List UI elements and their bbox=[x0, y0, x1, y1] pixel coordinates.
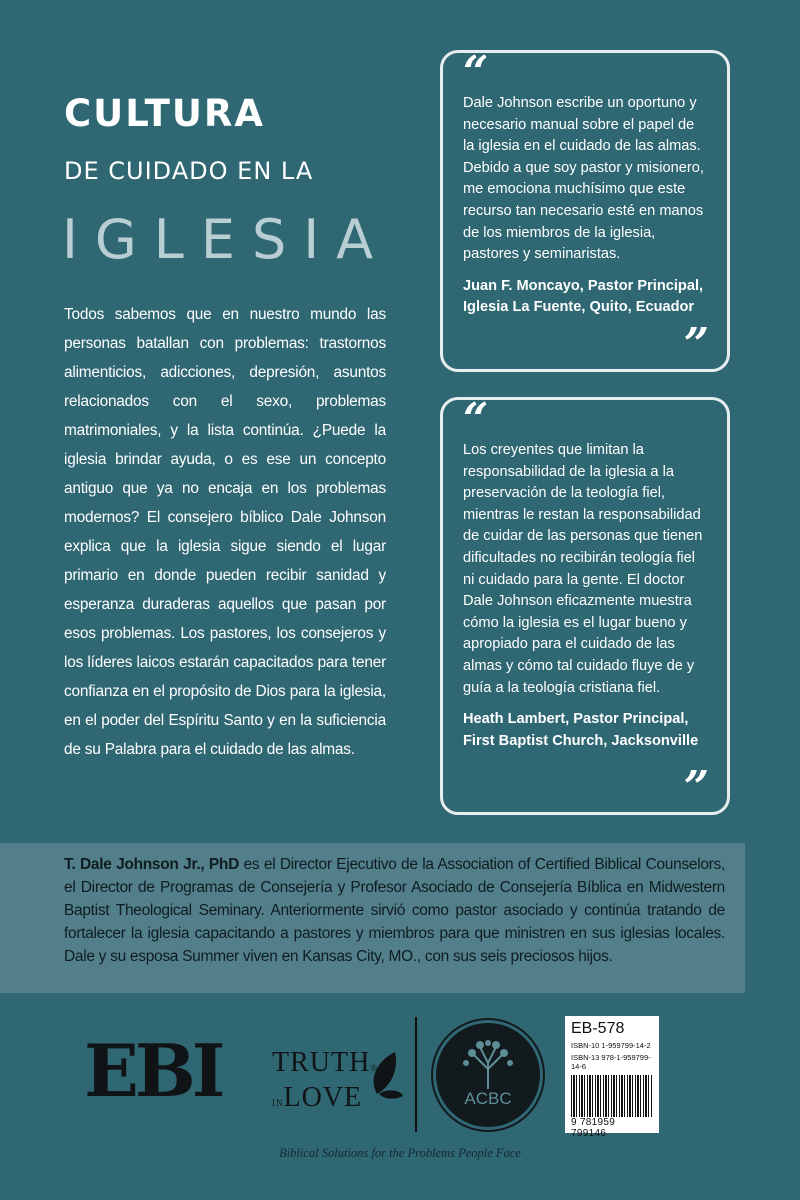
endorsement-author: Juan F. Moncayo, Pastor Principal, Iglesia La Fuente, Quito, Ecuador bbox=[463, 277, 704, 316]
barcode bbox=[571, 1075, 653, 1117]
author-name: T. Dale Johnson Jr., PhD bbox=[64, 856, 239, 873]
divider bbox=[415, 1017, 417, 1132]
logo-love: LOVE bbox=[283, 1082, 363, 1113]
open-quote-icon: “ bbox=[463, 394, 489, 445]
isbn-10: ISBN-10 1-959799-14-2 bbox=[571, 1041, 651, 1050]
title-cultura: CULTURA bbox=[64, 92, 266, 135]
title-subline: DE CUIDADO EN LA bbox=[64, 157, 314, 185]
close-quote-icon: ” bbox=[683, 762, 709, 813]
endorsement-text: Los creyentes que limitan la responsabilidad de la iglesia a la preservación de la teología fiel, mientras le restan la responsabilidad de cuidar de las personas que tienen dificultades no recibirán teología fiel ni cuidado para la gente. El doctor Dale Johnson eficazmente muestra cómo la iglesia es el lugar bueno y apropiado para el cuidado de las almas y cómo tal cuidado fluye de y guía a la teología cristiana fiel. bbox=[463, 442, 703, 696]
title-iglesia: IGLESIA bbox=[62, 208, 391, 271]
logo-in: IN bbox=[272, 1098, 284, 1108]
close-quote-icon: ” bbox=[683, 319, 709, 370]
acbc-label: ACBC bbox=[464, 1089, 512, 1108]
tree-icon bbox=[458, 1039, 518, 1089]
logo-truth: TRUTH bbox=[272, 1047, 371, 1078]
endorsement-author: Heath Lambert, Pastor Principal, First Baptist Church, Jacksonville bbox=[463, 711, 699, 749]
author-bio-text: es el Director Ejecutivo de la Association of Certified Biblical Counselors, el Director de Programas de Consejería y Profesor Asociado de Consejería Bíblica en Midwestern Baptist Theological Seminary. Anteriormente sirvió como pastor asociado y continúa tratando de fortalecer la iglesia capacitando a pastores y miembros para que ministren en sus iglesias locales. Dale y su esposa Summer viven en Kansas City, MO., con sus seis preciosos hijos. bbox=[64, 856, 725, 965]
tagline: Biblical Solutions for the Problems People Face bbox=[279, 1146, 521, 1160]
acbc-logo bbox=[433, 1020, 543, 1130]
open-quote-icon: “ bbox=[463, 47, 489, 98]
truth-in-love-logo bbox=[272, 1048, 378, 1118]
barcode-number: 9 781959 799146 bbox=[571, 1117, 616, 1139]
endorsement-box bbox=[440, 394, 730, 815]
product-code: EB-578 bbox=[571, 1020, 625, 1037]
ebi-logo: EBI bbox=[84, 1028, 222, 1113]
author-bio bbox=[0, 843, 745, 993]
book-description: Todos sabemos que en nuestro mundo las personas batallan con problemas: trastornos alimenticios, adicciones, depresión, asuntos relacionados con el sexo, problemas matrimoniales, y la lista continúa. ¿Puede la iglesia brindar ayuda, o es ese un concepto antiguo que ya no encaja en los problemas modernos? El consejero bíblico Dale Johnson explica que la iglesia sigue siendo el lugar primario en donde pueden recibir sanidad y esperanza duraderas aquellos que pasan por esos problemas. Los pastores, los consejeros y los líderes laicos estarán capacitados para tener confianza en el propósito de Dios para la iglesia, en el poder del Espíritu Santo y en la suficiencia de su Palabra para el cuidado de las almas. bbox=[64, 306, 386, 758]
endorsement-text: Dale Johnson escribe un oportuno y necesario manual sobre el papel de la iglesia en el cuidado de las almas. Debido a que soy pastor y misionero, me emociona muchísimo que este recurso tan necesario esté en manos de los miembros de la iglesia, pastores y seminaristas. bbox=[463, 95, 704, 263]
leaf-icon bbox=[365, 1050, 405, 1100]
logo-reg: ® bbox=[370, 1063, 379, 1073]
isbn-barcode-box bbox=[565, 1016, 659, 1139]
endorsement-box bbox=[440, 47, 730, 372]
isbn-13: ISBN-13 978-1-959799-14-6 bbox=[571, 1053, 651, 1071]
